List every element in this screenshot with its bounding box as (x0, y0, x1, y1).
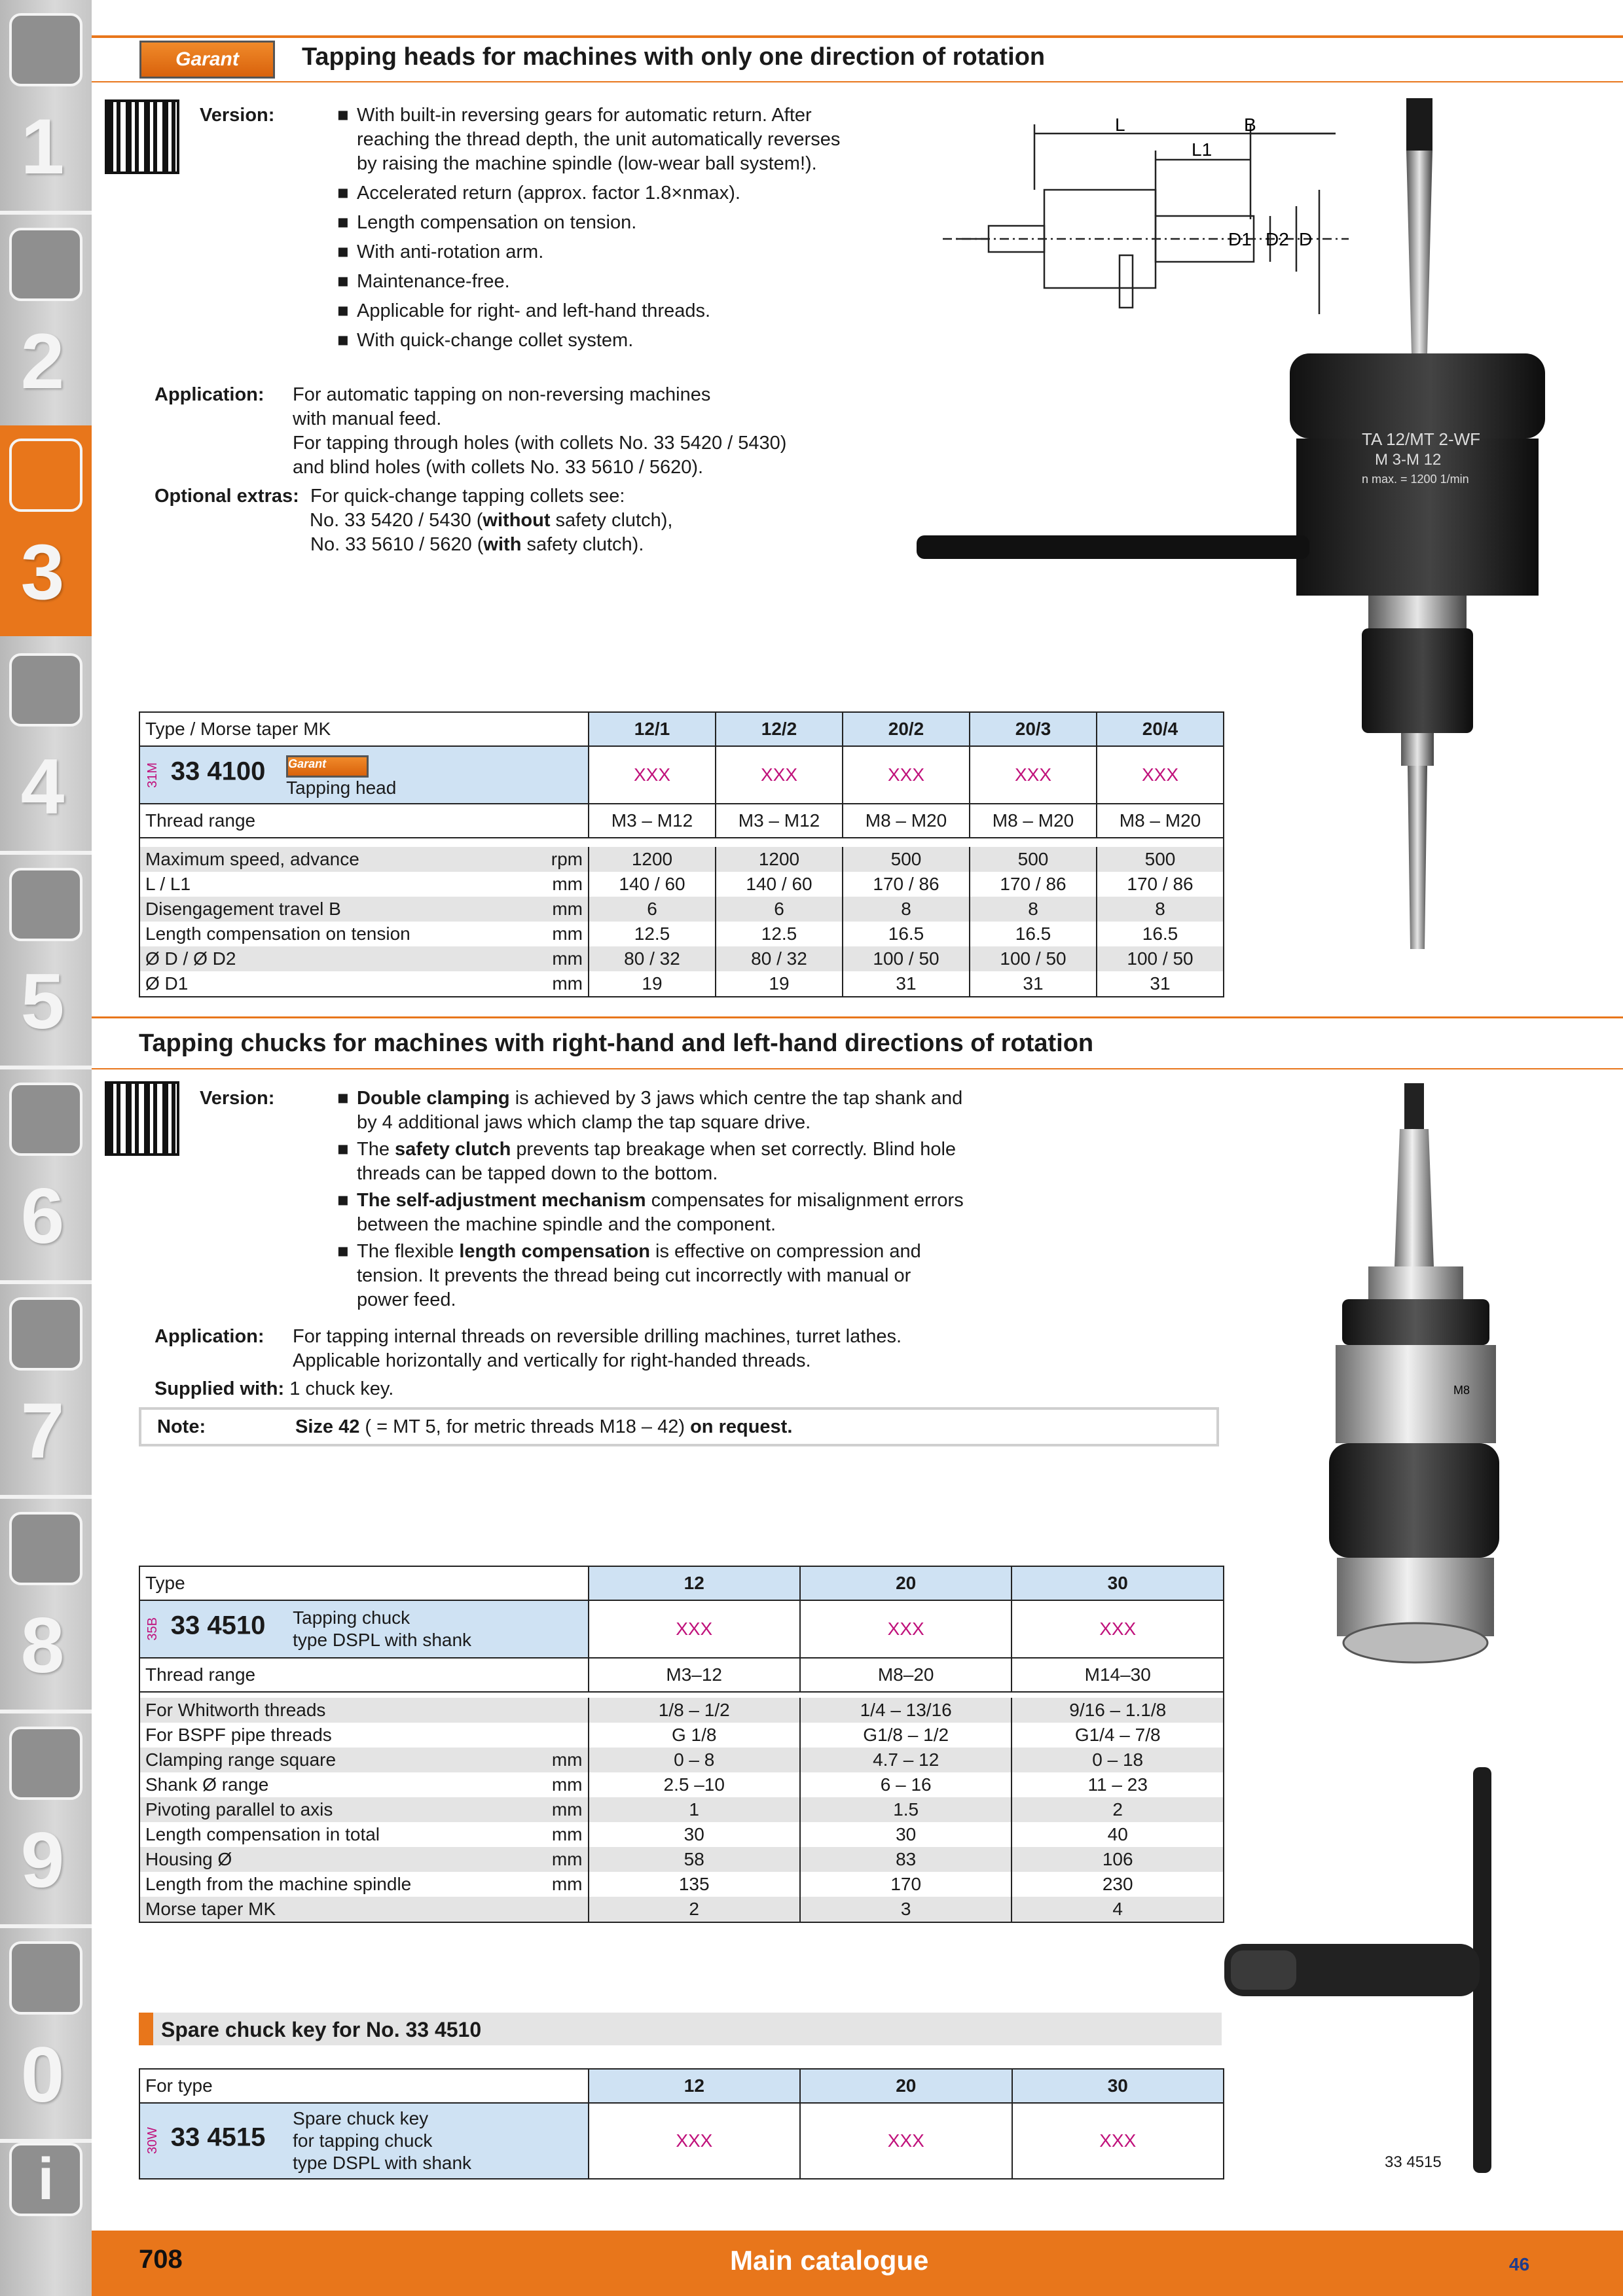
note-label: Note: (157, 1416, 206, 1437)
tool-set-icon (9, 1512, 82, 1585)
chuck-engraving: M8 (1453, 1384, 1470, 1397)
article-cell (139, 746, 589, 804)
row-unit: mm (441, 971, 589, 997)
row-label: Ø D / Ø D2 (139, 946, 441, 971)
spare-key-table (139, 2068, 1224, 2179)
chapter-number: 0 (20, 2031, 65, 2119)
value-cell: 16.5 (1097, 922, 1224, 946)
column-header: 12 (589, 2069, 800, 2103)
row-label: Morse taper MK (139, 1897, 441, 1922)
dim-label-l: L (1115, 115, 1125, 135)
engraving-line: TA 12/MT 2-WF (1362, 429, 1481, 449)
value-cell: 19 (716, 971, 843, 997)
chapter-tab-6[interactable] (0, 1069, 92, 1280)
price-cell: XXX (843, 746, 970, 804)
thread-range-label: Thread range (139, 804, 589, 838)
value-cell: 31 (843, 971, 970, 997)
row-unit: mm (441, 872, 589, 897)
value-cell: 4 (1012, 1897, 1224, 1922)
thread-range-cell: M8 – M20 (970, 804, 1097, 838)
application-text: For tapping internal threads on reversible drilling machines, turret lathes. Applicable horizontally and vertically for right-handed threads. (293, 1326, 902, 1371)
value-cell: 11 – 23 (1012, 1772, 1224, 1797)
chapter-tab-7[interactable] (0, 1284, 92, 1495)
dim-label-l1: L1 (1192, 139, 1213, 160)
row-unit: mm (441, 1847, 589, 1872)
row-label: Length compensation on tension (139, 922, 441, 946)
column-header: 12/2 (716, 712, 843, 746)
value-cell: 1/8 – 1/2 (589, 1698, 800, 1723)
price-cell: XXX (589, 2103, 800, 2179)
column-header: 20 (800, 2069, 1012, 2103)
garant-logo: Garant (139, 41, 275, 79)
thread-range-cell: M14–30 (1012, 1658, 1224, 1692)
table-row (139, 872, 1224, 897)
version-bullets: ■ Double clamping is achieved by 3 jaws which centre the tap shank and by 4 additional jaws which clamp the tap square drive. ■ The safety clutch prevents tap breakage when set correctly. Blind hole threads can be tapped down to the bottom. ■ The self-adjustment mechanism compensates for misalignment errors between the machine spindle and the component. ■ The flexible length compensation is effective on compression and tension. It prevents the thread being cut incorrectly with manual or power feed. (337, 1088, 964, 1310)
article-number[interactable]: 33 4100 (170, 757, 266, 786)
row-unit: mm (441, 897, 589, 922)
table-row (139, 1698, 1224, 1723)
top-rule (92, 35, 1623, 38)
row-unit: mm (441, 1772, 589, 1797)
price-cell: XXX (1097, 746, 1224, 804)
row-label: Length compensation in total (139, 1822, 441, 1847)
value-cell: 140 / 60 (589, 872, 716, 897)
value-cell: 100 / 50 (970, 946, 1097, 971)
chapter-tab-4[interactable] (0, 640, 92, 851)
row-unit (441, 1698, 589, 1723)
thread-range-cell: M8–20 (800, 1658, 1012, 1692)
bullet-text: With anti-rotation arm. (357, 242, 544, 262)
value-cell: 1.5 (800, 1797, 1012, 1822)
price-cell: XXX (589, 1600, 800, 1658)
value-cell: 8 (843, 897, 970, 922)
table-header-label: Type / Morse taper MK (139, 712, 589, 746)
value-cell: 30 (589, 1822, 800, 1847)
row-label: Pivoting parallel to axis (139, 1797, 441, 1822)
row-label: For BSPF pipe threads (139, 1723, 441, 1748)
version-label: Version: (200, 105, 275, 126)
column-header: 20/2 (843, 712, 970, 746)
column-header: 20/3 (970, 712, 1097, 746)
insert-icon (9, 228, 82, 301)
section-title: Tapping heads for machines with only one direction of rotation (302, 43, 1046, 71)
dim-label-d2: D2 (1266, 229, 1289, 249)
table-row (139, 1872, 1224, 1897)
price-cell: XXX (800, 1600, 1012, 1658)
value-cell: 16.5 (843, 922, 970, 946)
value-cell: 8 (1097, 897, 1224, 922)
value-cell: 9/16 – 1.1/8 (1012, 1698, 1224, 1723)
section-rule (92, 1016, 1623, 1018)
table-row (139, 847, 1224, 872)
value-cell: 30 (800, 1822, 1012, 1847)
value-cell: 3 (800, 1897, 1012, 1922)
bullet-text: With built-in reversing gears for automatic return. After reaching the thread depth, the unit automatically reverses by raising the machine spindle (low-wear ball system!). (357, 105, 841, 174)
row-unit (441, 1897, 589, 1922)
column-header: 20 (800, 1566, 1012, 1600)
value-cell: 500 (843, 847, 970, 872)
chapter-number: 8 (20, 1602, 65, 1689)
section-title: Tapping chucks for machines with right-hand and left-hand directions of rotation (139, 1030, 1094, 1057)
value-cell: 40 (1012, 1822, 1224, 1847)
dim-label-d1: D1 (1228, 229, 1252, 249)
footer-code: 46 (1509, 2254, 1530, 2274)
bullet-text: Applicable for right- and left-hand threads. (357, 300, 711, 321)
table-header-label: For type (139, 2069, 589, 2103)
version-label: Version: (200, 1088, 275, 1109)
row-unit (441, 1723, 589, 1748)
value-cell: 170 / 86 (1097, 872, 1224, 897)
wrench-icon (9, 1083, 82, 1156)
chuck-key-image (1218, 1761, 1545, 2179)
thread-range-cell: M3–12 (589, 1658, 800, 1692)
article-number[interactable]: 33 4515 (170, 2123, 266, 2152)
saw-blade-icon (9, 868, 82, 941)
column-header: 12 (589, 1566, 800, 1600)
price-cell: XXX (716, 746, 843, 804)
row-label: L / L1 (139, 872, 441, 897)
chapter-number: 7 (20, 1387, 65, 1475)
value-cell: 6 – 16 (800, 1772, 1012, 1797)
value-cell: G1/4 – 7/8 (1012, 1723, 1224, 1748)
article-cell (139, 2103, 589, 2179)
value-cell: 500 (1097, 847, 1224, 872)
page-footer (92, 2231, 1623, 2296)
value-cell: 31 (970, 971, 1097, 997)
bullet-text: Accelerated return (approx. factor 1.8×nmax). (357, 183, 740, 204)
table-row (139, 1772, 1224, 1797)
table-row (139, 946, 1224, 971)
chapter-tab-9[interactable] (0, 1713, 92, 1924)
table-row (139, 897, 1224, 922)
chapter-number: 2 (20, 317, 65, 405)
value-cell: 80 / 32 (716, 946, 843, 971)
chapter-tab-info[interactable] (0, 2143, 92, 2231)
value-cell: 8 (970, 897, 1097, 922)
value-cell: 0 – 8 (589, 1748, 800, 1772)
chuck-icon (9, 439, 82, 512)
row-unit: mm (441, 1797, 589, 1822)
dim-label-b: B (1244, 115, 1256, 135)
article-name: Spare chuck key (293, 2108, 429, 2128)
article-name: type DSPL with shank (293, 2153, 472, 2173)
qr-code[interactable] (105, 1081, 179, 1156)
engraving-line: M 3-M 12 (1375, 451, 1442, 469)
thread-range-cell: M8 – M20 (1097, 804, 1224, 838)
value-cell: 31 (1097, 971, 1224, 997)
table-row (139, 1797, 1224, 1822)
value-cell: 1200 (589, 847, 716, 872)
price-cell: XXX (970, 746, 1097, 804)
drill-icon (9, 13, 82, 86)
bullet-text: With quick-change collet system. (357, 330, 634, 351)
note-text: Size 42 ( = MT 5, for metric threads M18 – 42) on request. (295, 1416, 793, 1437)
optional-extras-label: Optional extras: (155, 486, 299, 507)
row-unit: mm (441, 1872, 589, 1897)
spare-key-title: Spare chuck key for No. 33 4510 (161, 2018, 482, 2041)
value-cell: 6 (589, 897, 716, 922)
chapter-number: 9 (20, 1816, 65, 1904)
price-cell: XXX (589, 746, 716, 804)
bullet-text: Maintenance-free. (357, 271, 510, 292)
info-icon: i (9, 2143, 82, 2216)
value-cell: 106 (1012, 1847, 1224, 1872)
table-row (139, 1822, 1224, 1847)
row-unit: rpm (441, 847, 589, 872)
chapter-tab-8[interactable] (0, 1499, 92, 1710)
chuck-key-caption: 33 4515 (1385, 2153, 1442, 2171)
application-label: Application: (155, 384, 264, 405)
thread-range-cell: M3 – M12 (589, 804, 716, 838)
value-cell: 135 (589, 1872, 800, 1897)
value-cell: 2 (1012, 1797, 1224, 1822)
column-header: 20/4 (1097, 712, 1224, 746)
chapter-number: 4 (20, 743, 65, 831)
category-code: 30W (145, 2127, 160, 2155)
value-cell: 2 (589, 1897, 800, 1922)
category-code: 31M (145, 762, 160, 788)
application-text: For automatic tapping on non-reversing machines with manual feed. For tapping through holes (with collets No. 33 5420 / 5430) and blind holes (with collets No. 33 5610 / 5620). (293, 384, 787, 478)
value-cell: 1/4 – 13/16 (800, 1698, 1012, 1723)
price-cell: XXX (1012, 2103, 1224, 2179)
row-unit: mm (441, 946, 589, 971)
tapping-chuck-table (139, 1566, 1224, 1923)
row-label: Shank Ø range (139, 1772, 441, 1797)
article-name: Tapping chuck (293, 1607, 410, 1628)
value-cell: 6 (716, 897, 843, 922)
cabinet-icon (9, 1727, 82, 1800)
value-cell: 0 – 18 (1012, 1748, 1224, 1772)
value-cell: 100 / 50 (843, 946, 970, 971)
value-cell: 100 / 50 (1097, 946, 1224, 971)
row-label: For Whitworth threads (139, 1698, 441, 1723)
tapping-chuck-image (1322, 1083, 1506, 1672)
engraving-line: n max. = 1200 1/min (1362, 473, 1469, 486)
chapter-number: 5 (20, 958, 65, 1045)
value-cell: G 1/8 (589, 1723, 800, 1748)
price-cell: XXX (1012, 1600, 1224, 1658)
chapter-number: 1 (20, 103, 65, 190)
thread-range-cell: M8 – M20 (843, 804, 970, 838)
article-name: type DSPL with shank (293, 1630, 472, 1650)
chapter-tab-1[interactable] (0, 0, 92, 211)
thread-range-cell: M3 – M12 (716, 804, 843, 838)
chapter-tab-2[interactable] (0, 215, 92, 425)
row-unit: mm (441, 1822, 589, 1847)
value-cell: 170 / 86 (843, 872, 970, 897)
spare-key-heading (139, 2013, 1222, 2045)
bullet-text: Length compensation on tension. (357, 212, 637, 233)
value-cell: 80 / 32 (589, 946, 716, 971)
safety-gear-icon (9, 1941, 82, 2015)
category-code: 35B (145, 1617, 160, 1641)
table-row (139, 922, 1224, 946)
column-header: 30 (1012, 1566, 1224, 1600)
chapter-tab-5[interactable] (0, 855, 92, 1066)
row-label: Ø D1 (139, 971, 441, 997)
dim-label-d: D (1299, 229, 1313, 249)
row-label: Disengagement travel B (139, 897, 441, 922)
chapter-number: 3 (20, 528, 65, 616)
version-bullets: ■ With built-in reversing gears for automatic return. After reaching the thread depth, the unit automatically reverses by raising the machine spindle (low-wear ball system!). ■ Accelerated return (approx. factor 1.8×nmax). ■ Length compensation on tension. ■ With anti-rotation arm. ■ Maintenance-free. ■ Applicable for right- and left-hand threads. ■ With quick-change collet system. (337, 103, 861, 358)
value-cell: 12.5 (716, 922, 843, 946)
value-cell: 1 (589, 1797, 800, 1822)
article-name: Tapping head (286, 778, 397, 798)
article-cell (139, 1600, 589, 1658)
row-label: Housing Ø (139, 1847, 441, 1872)
value-cell: 230 (1012, 1872, 1224, 1897)
value-cell: 170 (800, 1872, 1012, 1897)
row-unit: mm (441, 1748, 589, 1772)
value-cell: 2.5 –10 (589, 1772, 800, 1797)
table-row (139, 971, 1224, 997)
article-number[interactable]: 33 4510 (170, 1611, 266, 1640)
price-cell: XXX (800, 2103, 1012, 2179)
value-cell: 16.5 (970, 922, 1097, 946)
qr-code[interactable] (105, 99, 179, 174)
value-cell: 1200 (716, 847, 843, 872)
supplied-with: Supplied with: 1 chuck key. (155, 1378, 394, 1399)
row-label: Maximum speed, advance (139, 847, 441, 872)
table-header-label: Type (139, 1566, 589, 1600)
row-label: Length from the machine spindle (139, 1872, 441, 1897)
chapter-sidebar (0, 0, 92, 2296)
value-cell: 170 / 86 (970, 872, 1097, 897)
application-label: Application: (155, 1326, 264, 1347)
chapter-number: 6 (20, 1172, 65, 1260)
value-cell: 140 / 60 (716, 872, 843, 897)
row-label: Clamping range square (139, 1748, 441, 1772)
pliers-icon (9, 1297, 82, 1371)
value-cell: 58 (589, 1847, 800, 1872)
row-unit: mm (441, 922, 589, 946)
table-row (139, 1897, 1224, 1922)
column-header: 30 (1012, 2069, 1224, 2103)
caliper-icon (9, 653, 82, 726)
chapter-tab-3[interactable] (0, 425, 92, 636)
value-cell: G1/8 – 1/2 (800, 1723, 1012, 1748)
optional-extras-text: For quick-change tapping collets see: No. 33 5420 / 5430 (without safety clutch), No. 33 5610 / 5620 (with safety clutch). (310, 486, 673, 555)
value-cell: 500 (970, 847, 1097, 872)
value-cell: 4.7 – 12 (800, 1748, 1012, 1772)
article-name: for tapping chuck (293, 2130, 433, 2151)
value-cell: 12.5 (589, 922, 716, 946)
footer-title: Main catalogue (730, 2245, 929, 2276)
value-cell: 83 (800, 1847, 1012, 1872)
chapter-tab-0[interactable] (0, 1928, 92, 2139)
column-header: 12/1 (589, 712, 716, 746)
tapping-head-table (139, 711, 1224, 997)
table-row (139, 1847, 1224, 1872)
page-number: 708 (139, 2245, 183, 2274)
value-cell: 19 (589, 971, 716, 997)
note-box (139, 1407, 1219, 1446)
garant-mini-logo: Garant (286, 755, 369, 778)
thread-range-label: Thread range (139, 1658, 589, 1692)
table-row (139, 1723, 1224, 1748)
table-row (139, 1748, 1224, 1772)
